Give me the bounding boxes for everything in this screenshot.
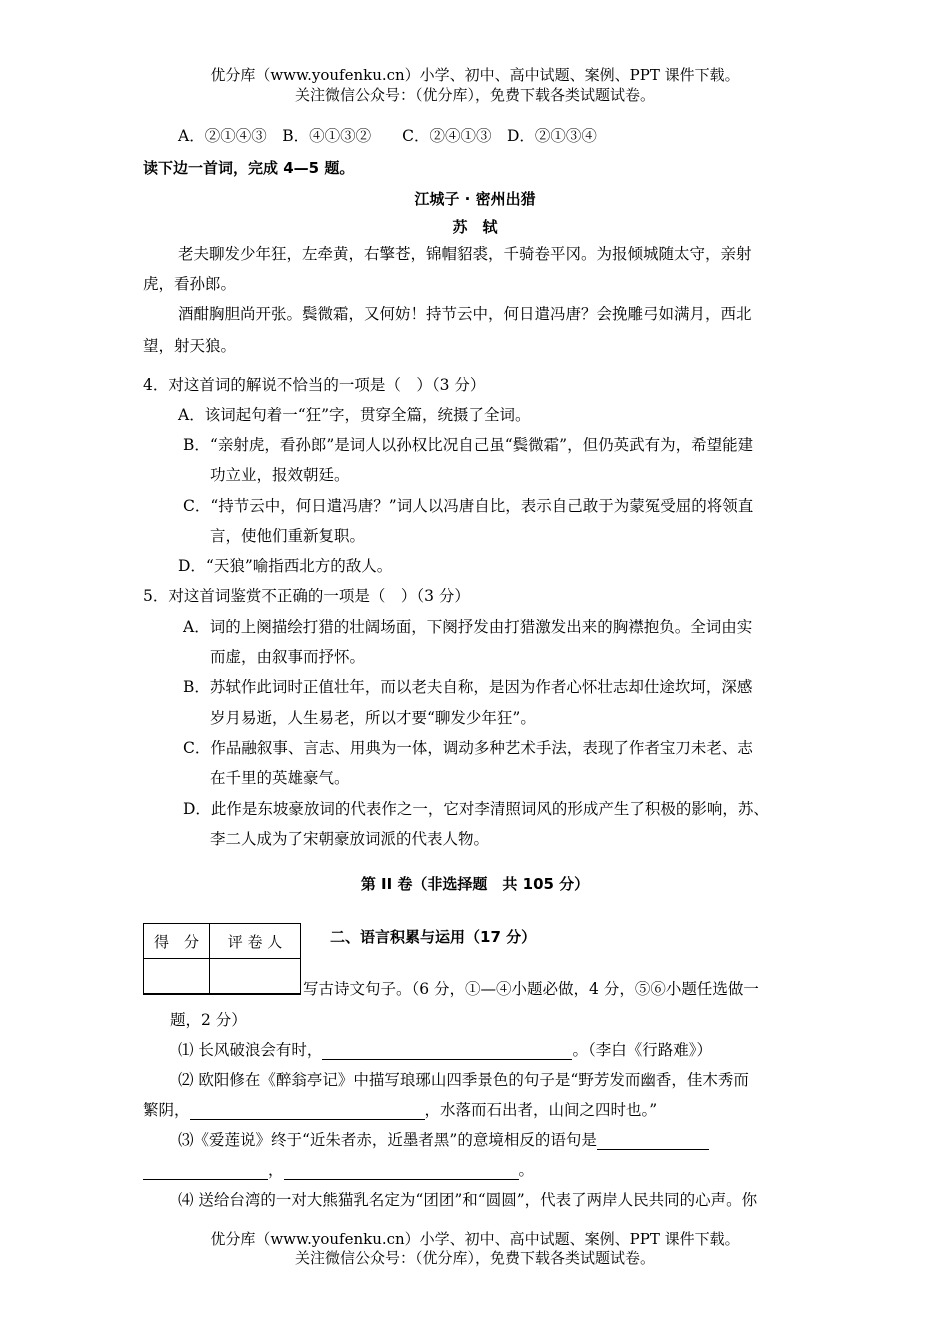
footer-line-2: 关注微信公众号：（优分库），免费下载各类试题试卷。: [294, 1249, 655, 1267]
item-2-suffix: ，水落而石出者，山间之四时也。”: [424, 1101, 658, 1119]
q5-option-a-line-2: 而虚，由叙事而抒怀。: [210, 648, 366, 666]
q5-option-a-line-1: A．词的上阕描绘打猎的壮阔场面，下阕抒发由打猎激发出来的胸襟抱负。全词由实: [183, 618, 753, 636]
item-3-blank-3[interactable]: [284, 1163, 519, 1180]
q4-option-a: A．该词起句着一“狂”字，贯穿全篇，统摄了全词。: [178, 406, 531, 424]
reading-intro: 读下边一首词，完成 4—5 题。: [143, 159, 355, 177]
instruction-line-2: 题，2 分）: [170, 1011, 247, 1029]
grader-cell[interactable]: [210, 959, 301, 994]
item-4-line-1: ⑷ 送给台湾的一对大熊猫乳名定为“团团”和“圆圆”，代表了两岸人民共同的心声。你: [178, 1191, 758, 1209]
q5-option-b-line-2: 岁月易逝，人生易老，所以才要“聊发少年狂”。: [210, 709, 536, 727]
item-1: [178, 1040, 712, 1060]
item-3-blank-2[interactable]: [143, 1163, 268, 1180]
item-2-blank[interactable]: [190, 1103, 425, 1120]
item-2-prefix: 繁阴，: [143, 1101, 190, 1119]
item-2-line-1: ⑵ 欧阳修在《醉翁亭记》中描写琅琊山四季景色的句子是“野芳发而幽香，佳木秀而: [178, 1071, 749, 1089]
score-cell[interactable]: [144, 959, 210, 994]
item-3-line-1: [178, 1130, 709, 1150]
instruction-line-1: 写古诗文句子。（6 分，①—④小题必做，4 分，⑤⑥小题任选做一: [303, 980, 759, 998]
item-3-line-2: [143, 1160, 534, 1180]
item-1-suffix: 。（李白《行路难》）: [572, 1041, 712, 1059]
header-line-1: 优分库（www.youfenku.cn）小学、初中、高中试题、案例、PPT 课件下载。: [210, 66, 740, 84]
q5-option-d-line-1: D．此作是东坡豪放词的代表作之一，它对李清照词风的形成产生了积极的影响，苏、: [183, 800, 769, 818]
q4-option-d: D．“天狼”喻指西北方的敌人。: [178, 557, 393, 575]
item-1-blank[interactable]: [322, 1043, 572, 1060]
q5-option-b-line-1: B．苏轼作此词时正值壮年，而以老夫自称，是因为作者心怀壮志却仕途坎坷，深感: [183, 678, 753, 696]
q4-option-b-line-1: B．“亲射虎，看孙郎”是词人以孙权比况自己虽“鬓微霜”，但仍英武有为，希望能建: [183, 436, 754, 454]
q5-stem: 5．对这首词鉴赏不正确的一项是（ ）（3 分）: [143, 587, 470, 605]
part2-title: 第 II 卷（非选择题 共 105 分）: [360, 875, 590, 893]
poem-author: 苏 轼: [452, 218, 498, 236]
item-3-separator: ，: [268, 1161, 284, 1179]
score-table: [143, 923, 301, 994]
q4-option-c-line-1: C．“持节云中，何日遣冯唐？”词人以冯唐自比，表示自己敢于为蒙冤受屈的将领直: [183, 497, 754, 515]
q4-option-c-line-2: 言，使他们重新复职。: [210, 527, 366, 545]
table-underline: [143, 994, 301, 995]
section-title: 二、语言积累与运用（17 分）: [330, 928, 537, 946]
q4-stem: 4．对这首词的解说不恰当的一项是（ ）（3 分）: [143, 376, 486, 394]
item-3-text: ⑶《爱莲说》终于“近朱者赤，近墨者黑”的意境相反的语句是: [178, 1131, 597, 1149]
item-3-end: 。: [518, 1161, 535, 1179]
score-label: 得 分: [144, 924, 210, 959]
q5-option-c-line-2: 在千里的英雄豪气。: [210, 769, 350, 787]
footer-line-1: 优分库（www.youfenku.cn）小学、初中、高中试题、案例、PPT 课件下载。: [210, 1230, 740, 1248]
item-1-prefix: ⑴ 长风破浪会有时，: [178, 1041, 323, 1059]
poem-title: 江城子 · 密州出猎: [414, 190, 536, 208]
item-2-line-2: [143, 1100, 657, 1120]
header-line-2: 关注微信公众号：（优分库），免费下载各类试题试卷。: [294, 86, 655, 104]
q4-option-b-line-2: 功立业，报效朝廷。: [210, 466, 350, 484]
item-3-blank-1[interactable]: [597, 1133, 709, 1150]
q5-option-c-line-1: C．作品融叙事、言志、用典为一体，调动多种艺术手法，表现了作者宝刀未老、志: [183, 739, 753, 757]
poem-line-4: 望，射天狼。: [143, 337, 237, 355]
grader-label: 评 卷 人: [210, 924, 301, 959]
poem-line-3: 酒酣胸胆尚开张。鬓微霜，又何妨！持节云中，何日遣冯唐？会挽雕弓如满月，西北: [178, 305, 752, 323]
poem-line-1: 老夫聊发少年狂，左牵黄，右擎苍，锦帽貂裘，千骑卷平冈。为报倾城随太守，亲射: [178, 245, 752, 263]
poem-line-2: 虎，看孙郎。: [143, 275, 237, 293]
q5-option-d-line-2: 李二人成为了宋朝豪放词派的代表人物。: [210, 830, 490, 848]
q3-options: A．②①④③ B．④①③② C．②④①③ D．②①③④: [178, 127, 597, 145]
